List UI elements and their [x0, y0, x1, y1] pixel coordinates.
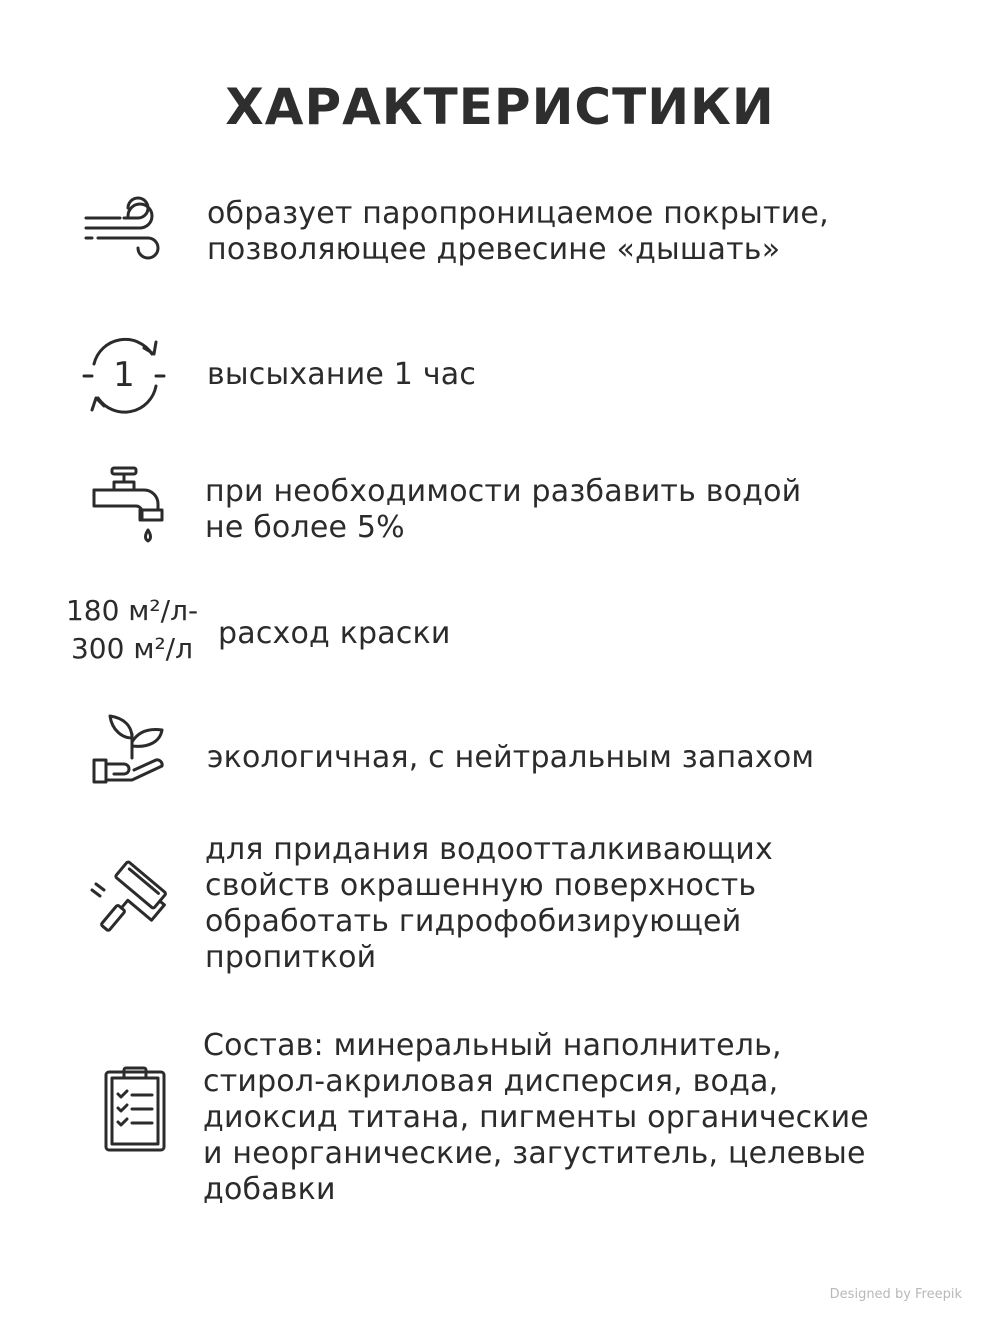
feature-text-composition: Состав: минеральный наполнитель, стирол-акриловая дисперсия, вода, диоксид титана, пигменты органические и неорганические, загуститель, целевые добавки: [203, 1028, 869, 1207]
wind-icon: [84, 190, 170, 266]
feature-text-water-repellent: для придания водоотталкивающих свойств окрашенную поверхность обработать гидрофобизирующей пропиткой: [205, 832, 773, 975]
designer-credit: Designed by Freepik: [829, 1287, 962, 1302]
feature-text-dilute: при необходимости разбавить водой не более 5%: [205, 474, 802, 545]
feature-text-consumption: расход краски: [218, 616, 451, 651]
drying-time-icon-label: 1: [113, 355, 135, 395]
clipboard-checklist-icon: [104, 1066, 168, 1152]
drying-time-icon: [82, 336, 166, 416]
page-title: ХАРАКТЕРИСТИКИ: [225, 78, 775, 136]
feature-text-eco: экологичная, с нейтральным запахом: [207, 740, 815, 775]
coverage-rate-line-1: 180 м²/л-: [65, 594, 199, 627]
coverage-rate-line-2: 300 м²/л: [70, 632, 194, 665]
paint-roller-icon: [86, 866, 166, 942]
water-tap-icon: [92, 466, 176, 556]
feature-text-drying: высыхание 1 час: [207, 357, 477, 392]
coverage-rate-label: [52, 592, 212, 668]
eco-hand-plant-icon: [92, 712, 168, 786]
feature-text-vapor: образует паропроницаемое покрытие, позволяющее древесине «дышать»: [207, 196, 829, 267]
